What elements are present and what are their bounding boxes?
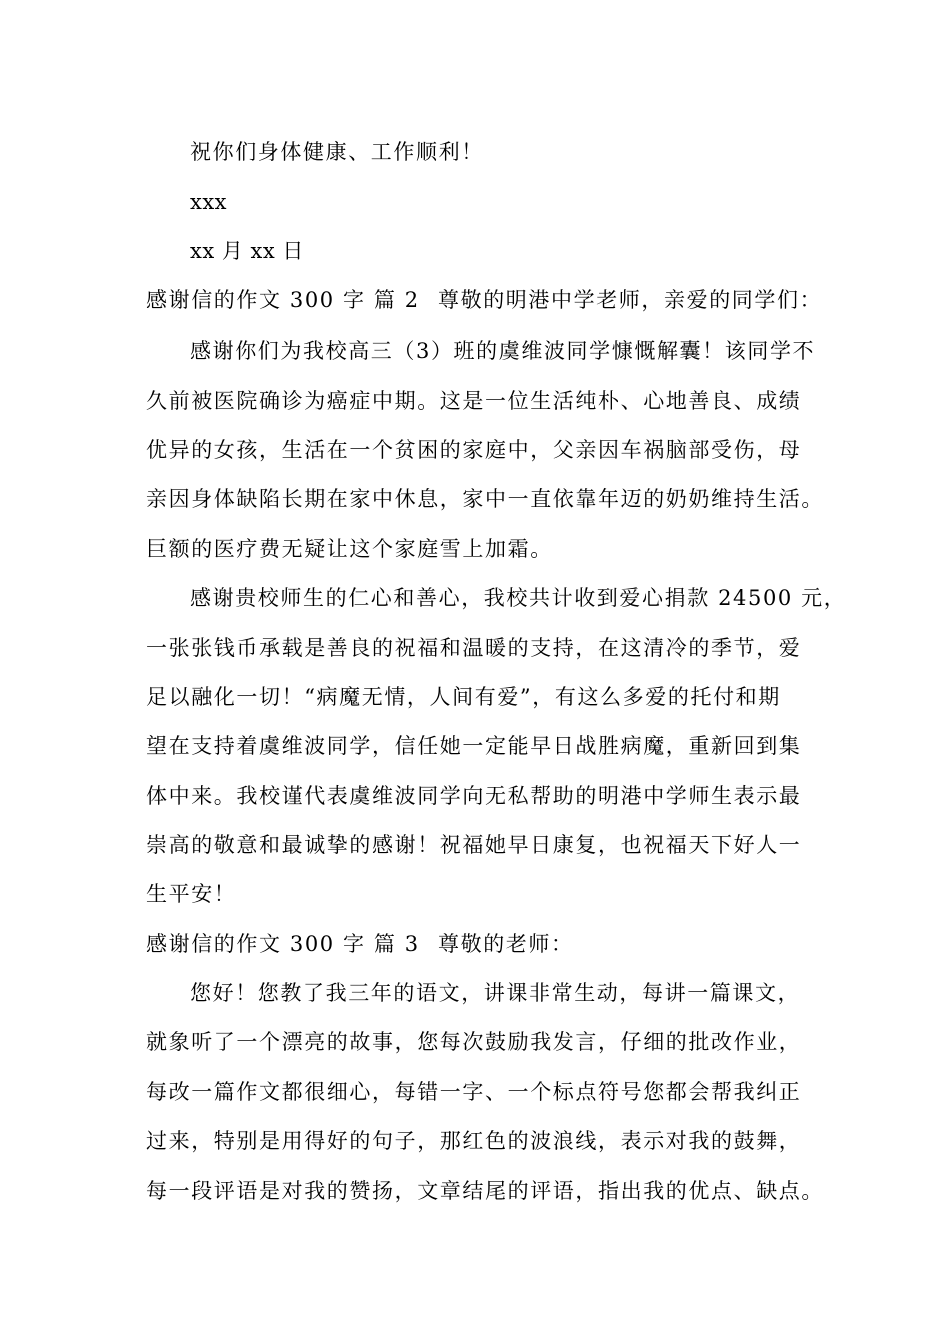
article-2-para1-line: 优异的女孩，生活在一个贫困的家庭中，父亲因车祸脑部受伤，母 <box>146 438 802 462</box>
article-2-para2-line: 崇高的敬意和最诚挚的感谢！祝福她早日康复，也祝福天下好人一 <box>146 833 802 857</box>
article-3-para1-line: 每改一篇作文都很细心，每错一字、一个标点符号您都会帮我纠正 <box>146 1080 802 1104</box>
article-2-heading-line <box>146 285 823 315</box>
article-2-para1-line: 巨额的医疗费无疑让这个家庭雪上加霜。 <box>146 537 553 561</box>
article-3-para1-line: 您好！您教了我三年的语文，讲课非常生动，每讲一篇课文， <box>190 981 801 1005</box>
article-2-para1-line: 亲因身体缺陷长期在家中休息，家中一直依靠年迈的奶奶维持生活。 <box>146 487 824 511</box>
article-2-heading: 感谢信的作文 300 字 篇 2 <box>146 288 420 312</box>
article-2-greeting: 尊敬的明港中学老师，亲爱的同学们： <box>438 288 823 312</box>
closing-date: xx 月 xx 日 <box>190 239 304 263</box>
article-2-para2-line: 一张张钱币承载是善良的祝福和温暖的支持，在这清冷的季节，爱 <box>146 636 802 660</box>
article-3-para1-line: 每一段评语是对我的赞扬，文章结尾的评语，指出我的优点、缺点。 <box>146 1179 824 1203</box>
article-3-greeting: 尊敬的老师： <box>438 932 574 956</box>
article-3-heading: 感谢信的作文 300 字 篇 3 <box>146 932 420 956</box>
article-3-para1-line: 就象听了一个漂亮的故事，您每次鼓励我发言，仔细的批改作业， <box>146 1030 802 1054</box>
article-2-para2-line: 感谢贵校师生的仁心和善心，我校共计收到爱心捐款 24500 元， <box>190 586 847 610</box>
article-2-para2-line: 生平安！ <box>146 882 237 906</box>
article-2-para2-line: 望在支持着虞维波同学，信任她一定能早日战胜病魔，重新回到集 <box>146 734 802 758</box>
closing-signature: xxx <box>190 190 228 214</box>
article-3-heading-line <box>146 929 574 959</box>
article-3-para1-line: 过来，特别是用得好的句子，那红色的波浪线，表示对我的鼓舞， <box>146 1129 802 1153</box>
closing-wish: 祝你们身体健康、工作顺利！ <box>190 140 484 164</box>
article-2-para1-line: 感谢你们为我校高三（3）班的虞维波同学慷慨解囊！该同学不 <box>190 339 816 363</box>
article-2-para1-line: 久前被医院确诊为癌症中期。这是一位生活纯朴、心地善良、成绩 <box>146 389 802 413</box>
article-2-para2-line: 体中来。我校谨代表虞维波同学向无私帮助的明港中学师生表示最 <box>146 784 802 808</box>
article-2-para2-line: 足以融化一切！“病魔无情，人间有爱”，有这么多爱的托付和期 <box>146 685 781 709</box>
